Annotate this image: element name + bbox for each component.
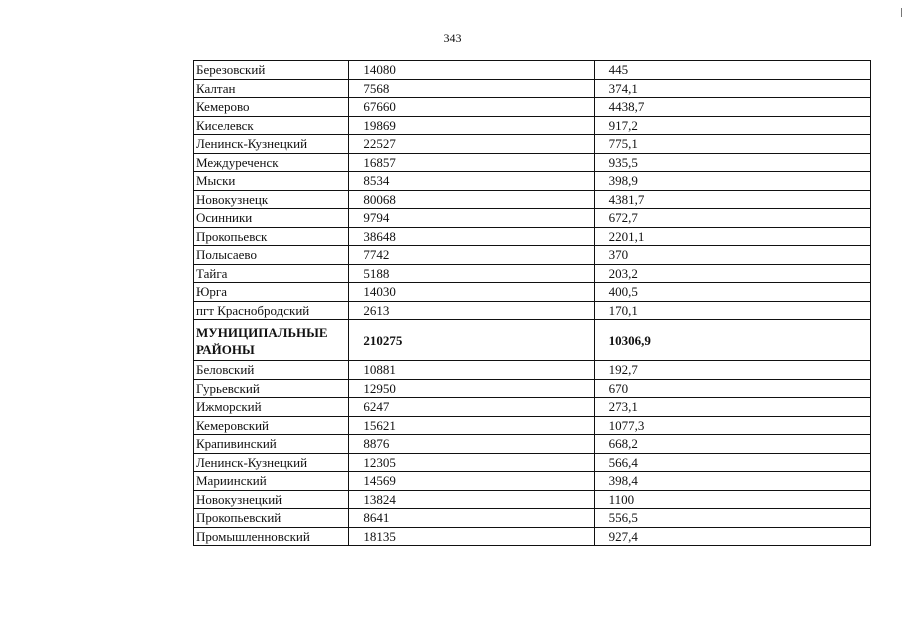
- value2-cell: 670: [594, 379, 870, 398]
- value2-cell: 1100: [594, 490, 870, 509]
- row-name-cell: Юрга: [194, 283, 349, 302]
- table-row: [194, 509, 871, 528]
- value1-cell: 210275: [349, 320, 594, 361]
- value1-cell: 10881: [349, 361, 594, 380]
- value1-cell: 12950: [349, 379, 594, 398]
- value2-cell: 672,7: [594, 209, 870, 228]
- value2-cell: 4381,7: [594, 190, 870, 209]
- value1-cell: 18135: [349, 527, 594, 546]
- value2-cell: 400,5: [594, 283, 870, 302]
- value1-cell: 14569: [349, 472, 594, 491]
- table-row: [194, 398, 871, 417]
- row-name-cell: пгт Краснобродский: [194, 301, 349, 320]
- row-name-cell: Калтан: [194, 79, 349, 98]
- row-name-cell: Кемеровский: [194, 416, 349, 435]
- value2-cell: 935,5: [594, 153, 870, 172]
- row-name-cell: Новокузнецкий: [194, 490, 349, 509]
- row-name-cell: Кемерово: [194, 98, 349, 117]
- value1-cell: 67660: [349, 98, 594, 117]
- table-row: [194, 527, 871, 546]
- value2-cell: 566,4: [594, 453, 870, 472]
- table-row: [194, 172, 871, 191]
- value1-cell: 38648: [349, 227, 594, 246]
- table-row: [194, 283, 871, 302]
- value2-cell: 273,1: [594, 398, 870, 417]
- value2-cell: 170,1: [594, 301, 870, 320]
- value1-cell: 6247: [349, 398, 594, 417]
- table-body: [194, 61, 871, 546]
- value2-cell: 10306,9: [594, 320, 870, 361]
- value1-cell: 8641: [349, 509, 594, 528]
- value2-cell: 192,7: [594, 361, 870, 380]
- value2-cell: 668,2: [594, 435, 870, 454]
- value1-cell: 12305: [349, 453, 594, 472]
- row-name-cell: Гурьевский: [194, 379, 349, 398]
- value2-cell: 398,9: [594, 172, 870, 191]
- row-name-cell: Ленинск-Кузнецкий: [194, 135, 349, 154]
- value1-cell: 14080: [349, 61, 594, 80]
- row-name-cell: Прокопьевский: [194, 509, 349, 528]
- table-row: [194, 61, 871, 80]
- value1-cell: 8534: [349, 172, 594, 191]
- table-row: [194, 416, 871, 435]
- row-name-cell: Полысаево: [194, 246, 349, 265]
- value2-cell: 917,2: [594, 116, 870, 135]
- value1-cell: 2613: [349, 301, 594, 320]
- value1-cell: 22527: [349, 135, 594, 154]
- table-row: [194, 227, 871, 246]
- table-row: [194, 209, 871, 228]
- value2-cell: 927,4: [594, 527, 870, 546]
- row-name-cell: Прокопьевск: [194, 227, 349, 246]
- value2-cell: 775,1: [594, 135, 870, 154]
- value1-cell: 7742: [349, 246, 594, 265]
- value2-cell: 1077,3: [594, 416, 870, 435]
- table-row: [194, 246, 871, 265]
- value1-cell: 8876: [349, 435, 594, 454]
- value2-cell: 203,2: [594, 264, 870, 283]
- table-row: [194, 490, 871, 509]
- scan-edge-mark: [901, 8, 902, 17]
- table-section-row: [194, 320, 871, 361]
- row-name-cell: Осинники: [194, 209, 349, 228]
- row-name-cell: Беловский: [194, 361, 349, 380]
- value1-cell: 80068: [349, 190, 594, 209]
- row-name-cell: Мыски: [194, 172, 349, 191]
- row-name-cell: Междуреченск: [194, 153, 349, 172]
- page-number: 343: [443, 31, 462, 45]
- row-name-cell: Промышленновский: [194, 527, 349, 546]
- table-row: [194, 379, 871, 398]
- value1-cell: 15621: [349, 416, 594, 435]
- row-name-cell: Киселевск: [194, 116, 349, 135]
- table-row: [194, 361, 871, 380]
- row-name-cell: Мариинский: [194, 472, 349, 491]
- row-name-cell: Ижморский: [194, 398, 349, 417]
- table-row: [194, 301, 871, 320]
- table-row: [194, 153, 871, 172]
- value2-cell: 374,1: [594, 79, 870, 98]
- table-row: [194, 190, 871, 209]
- table-row: [194, 472, 871, 491]
- value2-cell: 398,4: [594, 472, 870, 491]
- data-table: [193, 60, 871, 546]
- value1-cell: 9794: [349, 209, 594, 228]
- row-name-cell: МУНИЦИПАЛЬНЫЕ РАЙОНЫ: [194, 320, 349, 361]
- value1-cell: 5188: [349, 264, 594, 283]
- row-name-cell: Березовский: [194, 61, 349, 80]
- value1-cell: 19869: [349, 116, 594, 135]
- row-name-cell: Тайга: [194, 264, 349, 283]
- value1-cell: 13824: [349, 490, 594, 509]
- value1-cell: 7568: [349, 79, 594, 98]
- table-row: [194, 79, 871, 98]
- table-row: [194, 116, 871, 135]
- value1-cell: 16857: [349, 153, 594, 172]
- row-name-cell: Ленинск-Кузнецкий: [194, 453, 349, 472]
- table-row: [194, 453, 871, 472]
- value2-cell: 370: [594, 246, 870, 265]
- row-name-cell: Новокузнецк: [194, 190, 349, 209]
- value2-cell: 2201,1: [594, 227, 870, 246]
- value2-cell: 556,5: [594, 509, 870, 528]
- table-row: [194, 264, 871, 283]
- table-row: [194, 98, 871, 117]
- table-row: [194, 435, 871, 454]
- value2-cell: 4438,7: [594, 98, 870, 117]
- value1-cell: 14030: [349, 283, 594, 302]
- table-row: [194, 135, 871, 154]
- row-name-cell: Крапивинский: [194, 435, 349, 454]
- value2-cell: 445: [594, 61, 870, 80]
